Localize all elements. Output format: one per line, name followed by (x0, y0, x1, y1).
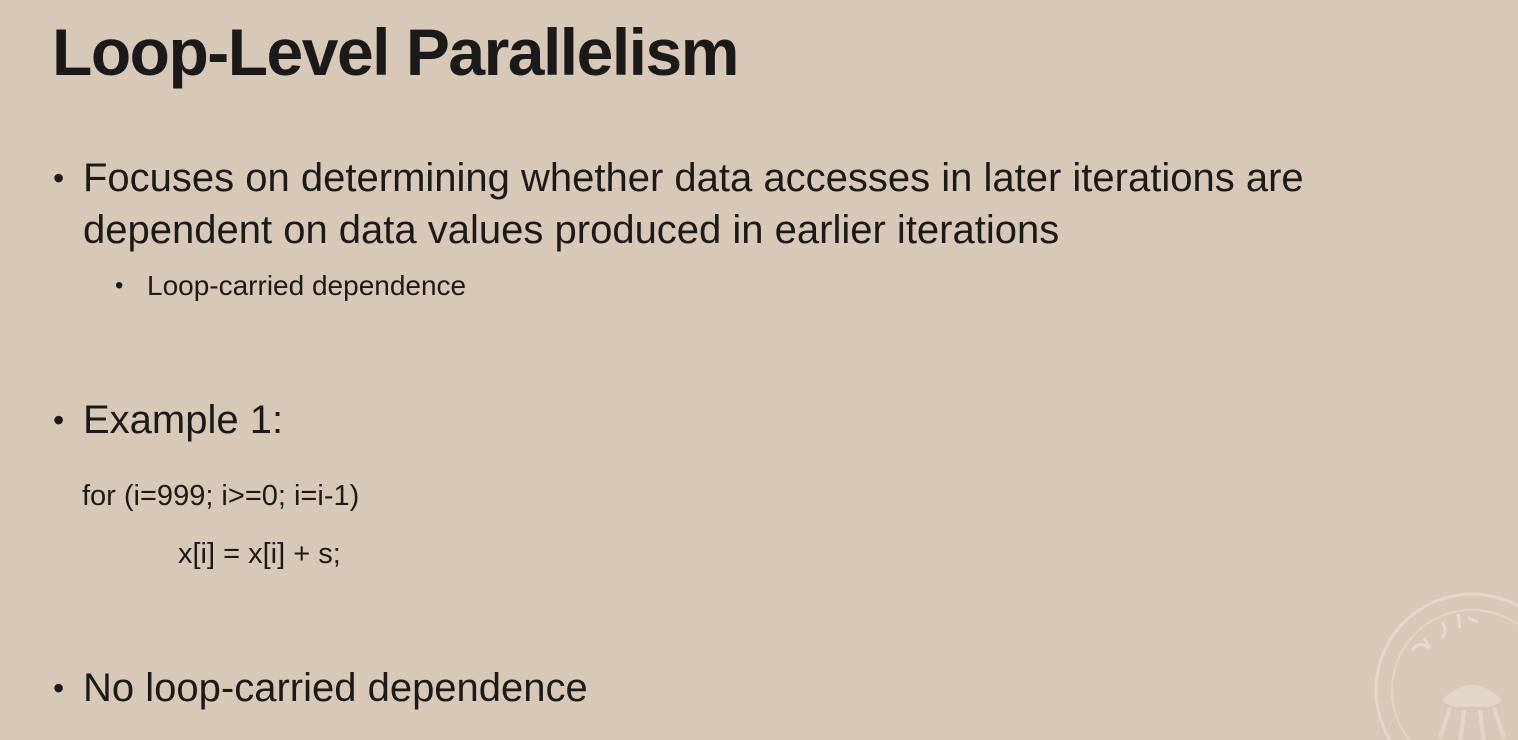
bullet-3 (53, 662, 588, 714)
bullet-dot-2: • (53, 402, 65, 438)
bullet-1-text: Focuses on determining whether data accesses in later iterations are dependent on data values produced in earlier iterations (83, 156, 1304, 252)
slide-title: Loop-Level Parallelism (52, 15, 738, 89)
code-line-1: for (i=999; i>=0; i=i-1) (82, 480, 360, 512)
sub-bullet-1 (115, 268, 467, 304)
sub-bullet-1-text: Loop-carried dependence (147, 270, 467, 301)
bullet-2 (53, 394, 284, 446)
sub-bullet-dot-1: • (115, 272, 124, 299)
university-seal-watermark-icon (1372, 590, 1518, 740)
bullet-1 (53, 152, 1503, 256)
bullet-dot-1: • (53, 160, 65, 196)
bullet-2-text: Example 1: (83, 398, 284, 442)
bullet-3-text: No loop-carried dependence (83, 666, 588, 710)
code-line-2: x[i] = x[i] + s; (178, 538, 341, 570)
bullet-dot-3: • (53, 670, 65, 706)
